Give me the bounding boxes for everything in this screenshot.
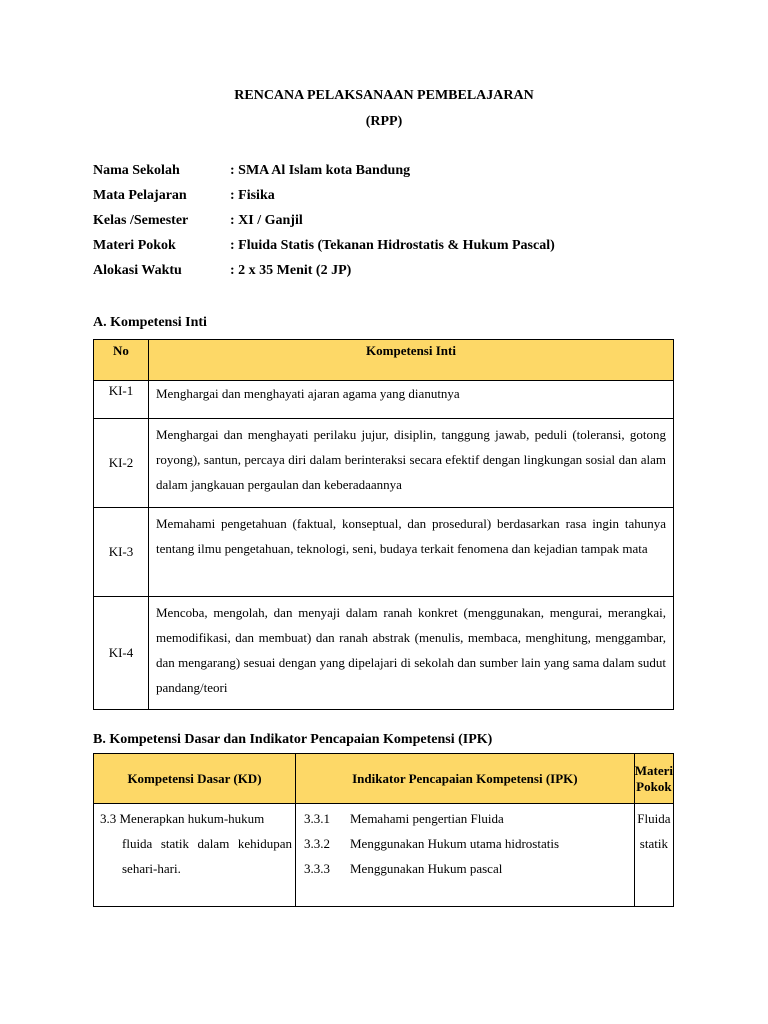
section-a-heading: A. Kompetensi Inti <box>93 315 207 330</box>
ki-code: KI-2 <box>94 419 149 508</box>
school-name-value: : SMA Al Islam kota Bandung <box>230 163 411 178</box>
list-item <box>304 831 622 856</box>
list-item <box>304 806 622 831</box>
table-row <box>94 804 674 907</box>
ki-text: Memahami pengetahuan (faktual, konseptual, dan prosedural) berdasarkan rasa ingin tahunya tentang ilmu pengetahuan, teknologi, seni, budaya terkait fenomena dan kejadian tampak mata <box>149 508 674 597</box>
table-row <box>94 419 674 508</box>
core-competence-table <box>93 339 674 710</box>
column-header-materi: Materi Pokok <box>634 754 673 804</box>
ipk-number: 3.3.2 <box>303 836 330 851</box>
topic-label: Materi Pokok <box>93 238 176 253</box>
topic-value: : Fluida Statis (Tekanan Hidrostatis & Hukum Pascal) <box>230 238 555 253</box>
ipk-number: 3.3.1 <box>303 811 330 826</box>
materi-cell: Fluida statik <box>634 804 673 907</box>
ipk-cell <box>295 804 634 907</box>
kd-text: fluida statik dalam kehidupan sehari-hari. <box>122 836 292 876</box>
subject-label: Mata Pelajaran <box>93 188 187 203</box>
section-b-heading: B. Kompetensi Dasar dan Indikator Pencapaian Kompetensi (IPK) <box>93 732 493 747</box>
subject-value: : Fisika <box>230 188 275 203</box>
table-row <box>94 381 674 419</box>
table-row <box>94 508 674 597</box>
ipk-text: Menggunakan Hukum utama hidrostatis <box>349 836 560 851</box>
kd-first-line: 3.3 Menerapkan hukum-hukum <box>100 811 265 826</box>
column-header-ipk: Indikator Pencapaian Kompetensi (IPK) <box>295 754 634 804</box>
list-item <box>304 856 622 881</box>
time-allocation-value: : 2 x 35 Menit (2 JP) <box>230 263 352 278</box>
school-name-label: Nama Sekolah <box>93 163 180 178</box>
ki-text: Menghargai dan menghayati perilaku jujur, disiplin, tanggung jawab, peduli (toleransi, gotong royong), santun, percaya diri dalam berinteraksi secara efektif dengan lingkungan sosial dan alam dalam jangkauan pergaulan dan keberadaannya <box>149 419 674 508</box>
kd-cell <box>94 804 296 907</box>
ki-code: KI-3 <box>94 508 149 597</box>
ipk-text: Menggunakan Hukum pascal <box>349 861 503 876</box>
ki-text: Menghargai dan menghayati ajaran agama yang dianutnya <box>149 381 674 419</box>
table-row <box>94 597 674 710</box>
ki-text: Mencoba, mengolah, dan menyaji dalam ranah konkret (menggunakan, mengurai, merangkai, memodifikasi, dan membuat) dan ranah abstrak (menulis, membaca, menghitung, menggambar, dan mengarang) sesuai dengan yang dipelajari di sekolah dan sumber lain yang sama dalam sudut pandang/teori <box>149 597 674 710</box>
ki-code: KI-4 <box>94 597 149 710</box>
ipk-text: Memahami pengertian Fluida <box>349 811 504 826</box>
column-header-no: No <box>94 340 149 381</box>
class-semester-label: Kelas /Semester <box>93 213 189 228</box>
class-semester-value: : XI / Ganjil <box>230 213 303 228</box>
column-header-kd: Kompetensi Dasar (KD) <box>94 754 296 804</box>
ki-code: KI-1 <box>94 381 149 419</box>
document-subtitle: (RPP) <box>365 114 403 129</box>
table-header-row <box>94 754 674 804</box>
document-title: RENCANA PELAKSANAAN PEMBELAJARAN <box>234 88 534 103</box>
table-header-row <box>94 340 674 381</box>
ipk-number: 3.3.3 <box>303 861 330 876</box>
basic-competence-table <box>93 753 674 907</box>
time-allocation-label: Alokasi Waktu <box>93 263 182 278</box>
column-header-ki: Kompetensi Inti <box>149 340 674 381</box>
